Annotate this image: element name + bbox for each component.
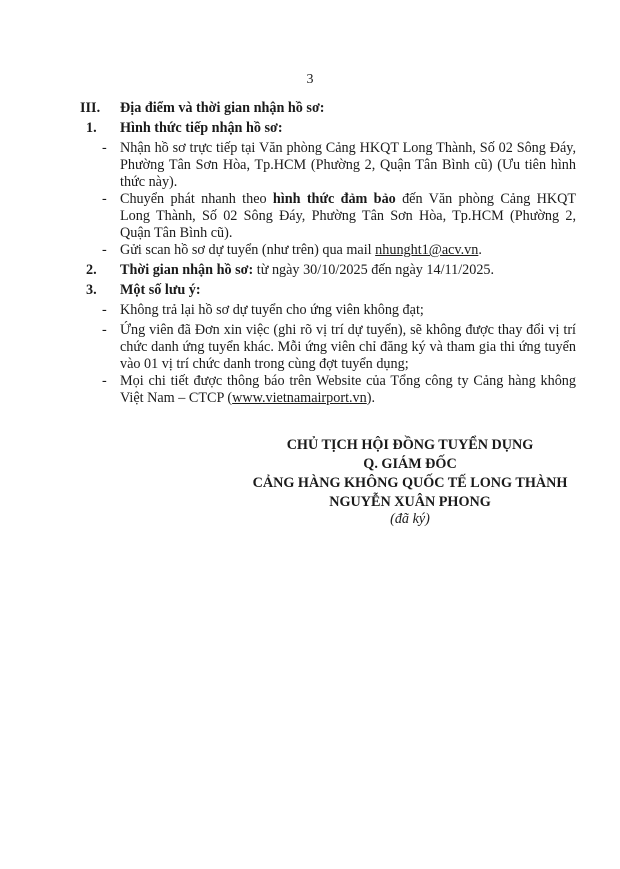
- emphasis-text: hình thức đảm bảo: [272, 191, 396, 207]
- signature-organization: CẢNG HÀNG KHÔNG QUỐC TẾ LONG THÀNH: [252, 475, 568, 491]
- bullet-dash: -: [102, 242, 107, 258]
- bullet-text: Gửi scan hồ sơ dự tuyển (như trên) qua mail nhunght1@acv.vn.: [120, 242, 482, 258]
- item-title: Một số lưu ý:: [120, 282, 201, 298]
- website-link[interactable]: www.vietnamairport.vn: [232, 390, 367, 406]
- section-numeral: III.: [80, 100, 101, 116]
- bullet-dash: -: [102, 140, 107, 156]
- item-line: Thời gian nhận hồ sơ: từ ngày 30/10/2025 đến ngày 14/11/2025.: [120, 262, 495, 278]
- item-title: Hình thức tiếp nhận hồ sơ:: [120, 120, 283, 136]
- email-link[interactable]: nhunght1@acv.vn: [375, 242, 479, 258]
- signed-note: (đã ký): [390, 511, 430, 527]
- signature-position: Q. GIÁM ĐỐC: [363, 456, 457, 472]
- bullet-dash: -: [102, 302, 107, 318]
- section-title: Địa điểm và thời gian nhận hồ sơ:: [120, 100, 325, 116]
- signatory-name: NGUYỄN XUÂN PHONG: [329, 494, 491, 510]
- bullet-dash: -: [102, 191, 107, 207]
- item-number: 2.: [86, 262, 97, 278]
- bullet-text: Chuyển phát nhanh theo hình thức đảm bảo đến Văn phòng Cảng HKQT Long Thành, Số 02 Sông Đáy, Phường Tân Sơn Hòa, Tp.HCM (Phường 2, Quận Tân Bình cũ).: [120, 191, 576, 241]
- page-number: 3: [306, 72, 314, 87]
- item-number: 3.: [86, 282, 97, 298]
- item-title: Thời gian nhận hồ sơ:: [120, 262, 254, 278]
- bullet-text: Không trả lại hồ sơ dự tuyển cho ứng viên không đạt;: [120, 302, 424, 318]
- item-number: 1.: [86, 120, 97, 136]
- signature-title: CHỦ TỊCH HỘI ĐỒNG TUYỂN DỤNG: [286, 437, 534, 453]
- bullet-dash: -: [102, 373, 107, 389]
- bullet-text: Nhận hồ sơ trực tiếp tại Văn phòng Cảng HKQT Long Thành, Số 02 Sông Đáy, Phường Tân Sơn Hòa, Tp.HCM (Phường 2, Quận Tân Bình cũ) (Ưu tiên hình thức này).: [120, 140, 576, 190]
- bullet-text: Mọi chi tiết được thông báo trên Website của Tổng công ty Cảng hàng không Việt Nam – CTCP (www.vietnamairport.vn).: [120, 373, 576, 406]
- bullet-text: Ứng viên đã Đơn xin việc (ghi rõ vị trí dự tuyển), sẽ không được thay đổi vị trí chức danh ứng tuyển khác. Mỗi ứng viên chỉ đăng ký và tham gia thi ứng tuyển vào 01 vị trí chức danh trong cùng đợt tuyển dụng;: [120, 322, 576, 372]
- bullet-dash: -: [102, 322, 107, 338]
